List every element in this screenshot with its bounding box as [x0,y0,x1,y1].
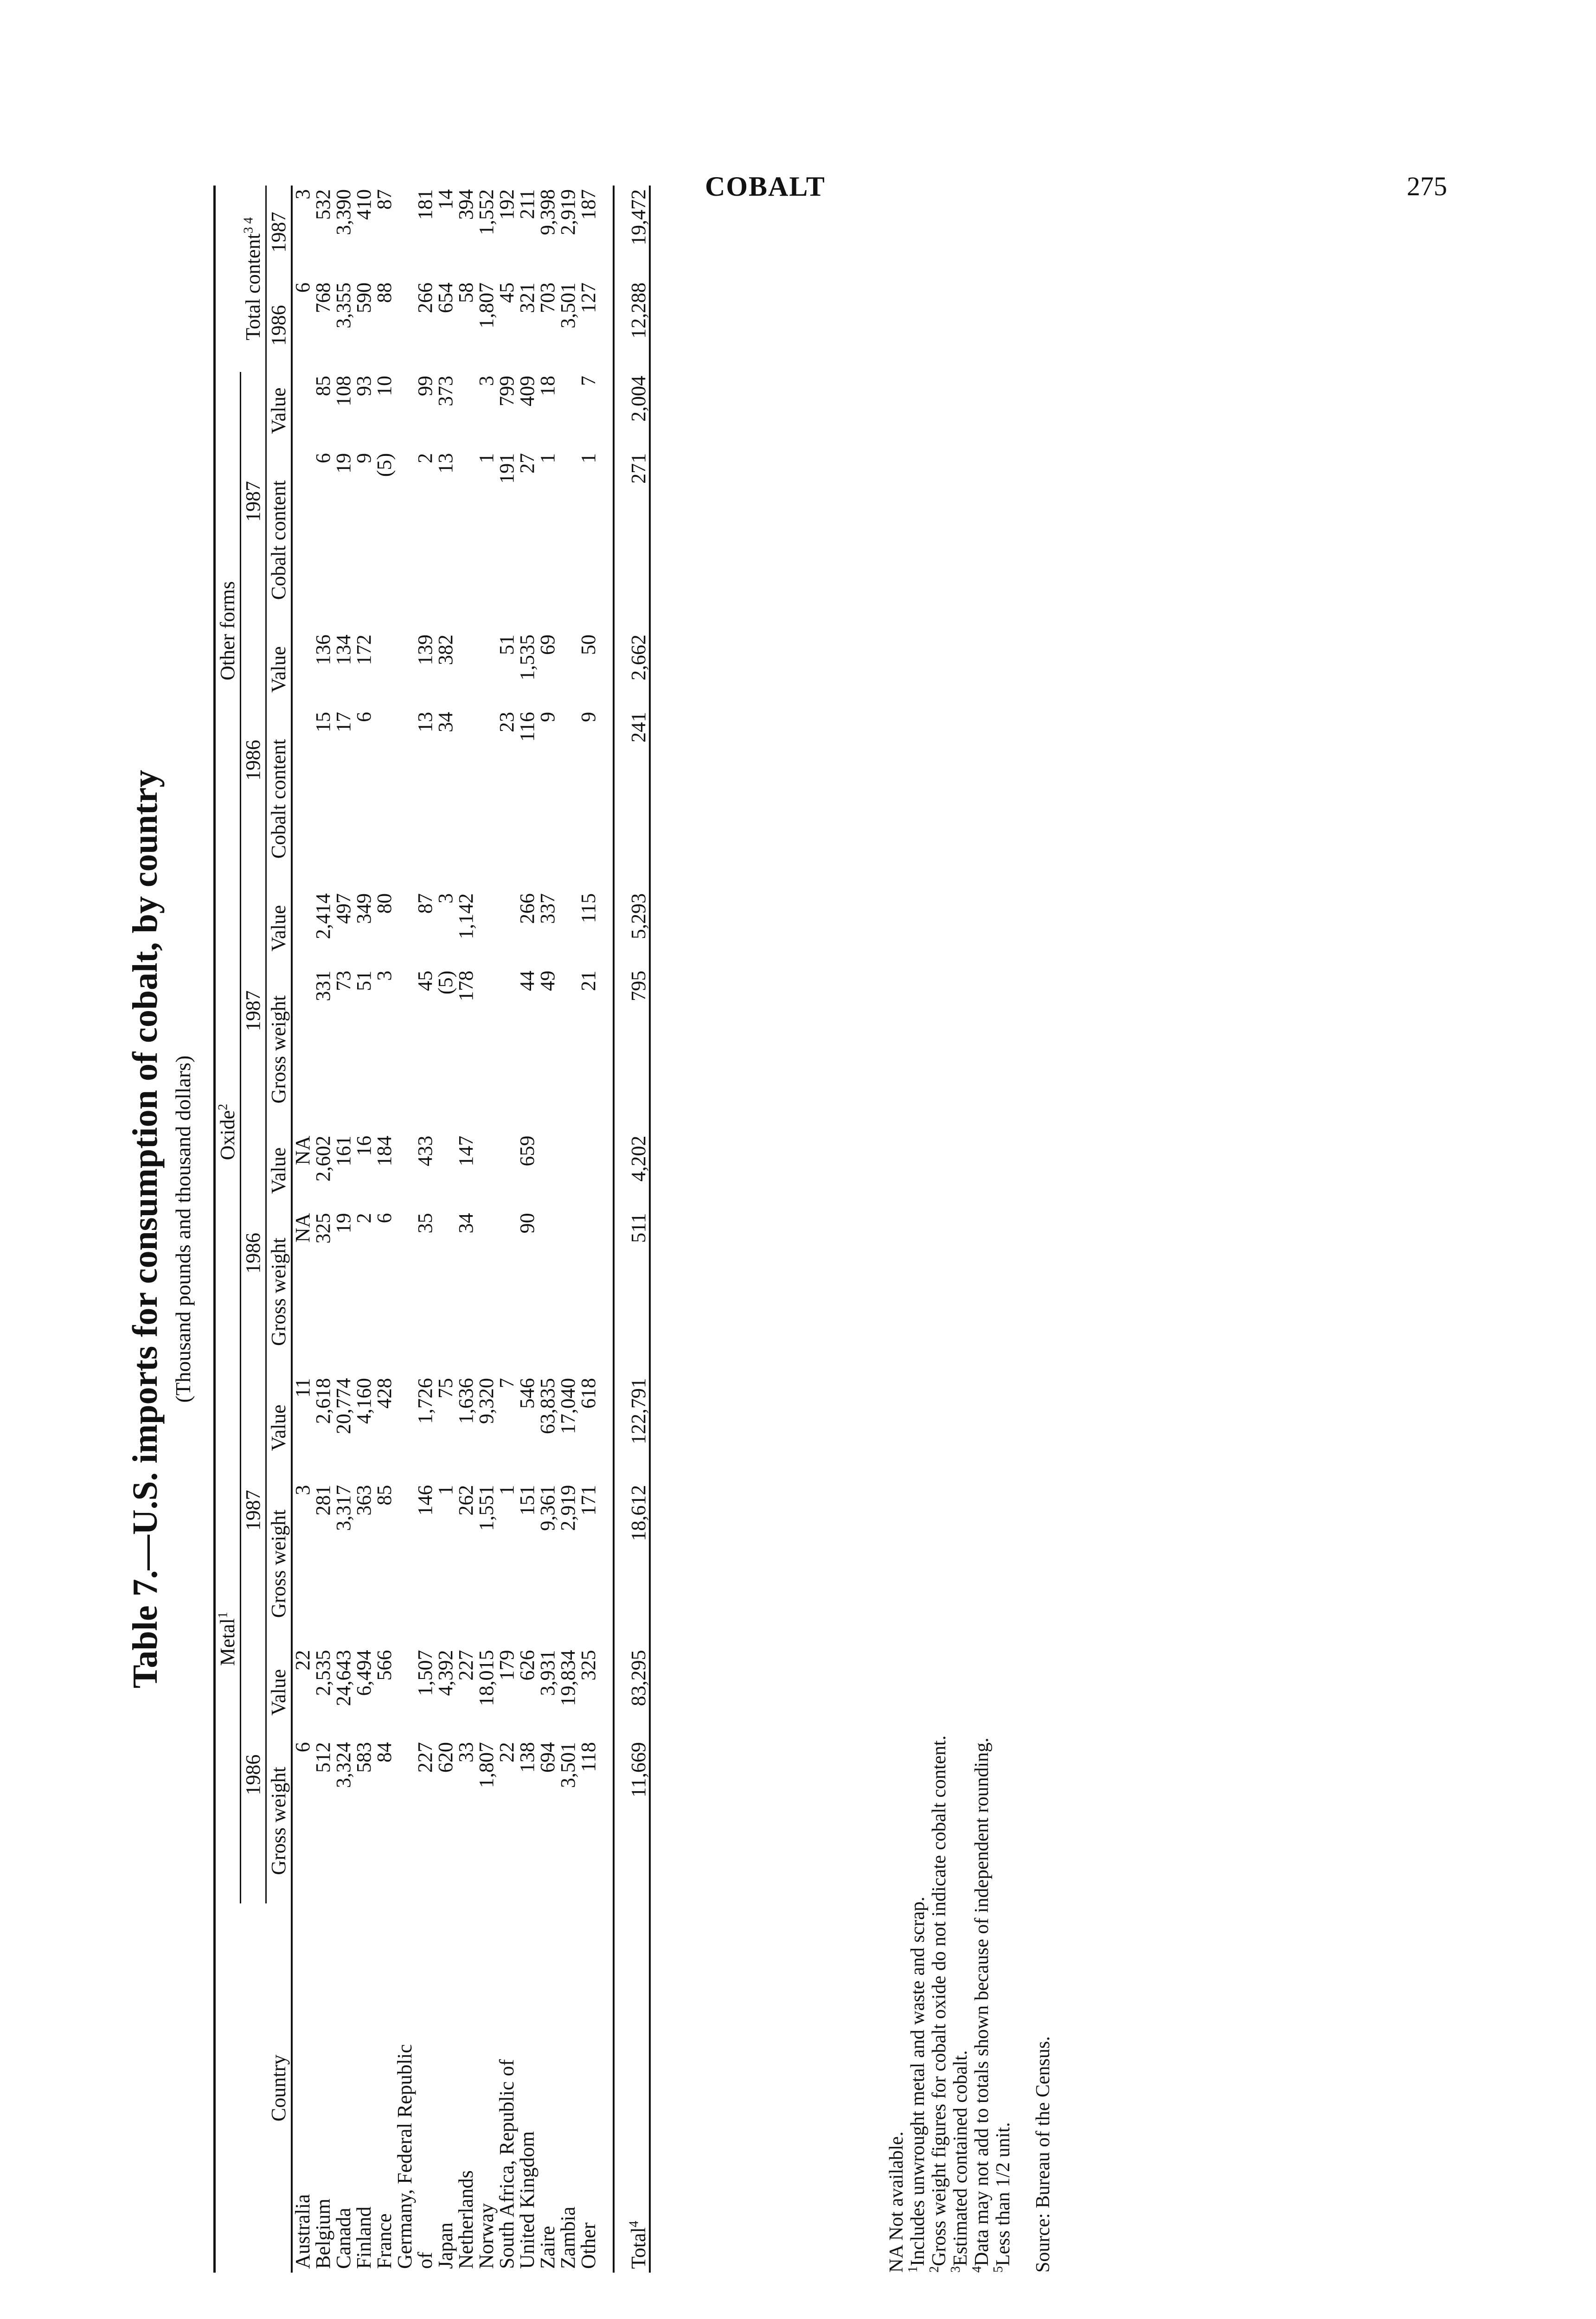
year-header: 1986 [241,1646,266,1903]
subcol-header: Cobalt content [267,739,290,859]
cobalt-imports-table [213,186,651,2273]
table-subtitle: (Thousand pounds and thousand dollars) [171,1055,195,1403]
year-header: 1987 [241,1374,266,1646]
table-row [558,186,578,2273]
total-row [614,186,650,2273]
subcol-header: Value [267,646,290,693]
value-cell: 115 [577,893,600,923]
value-cell: 2 [414,453,436,463]
value-cell [578,1209,599,1374]
value-cell: 87 [373,189,396,210]
value-cell: 266 [414,282,436,314]
country-cell: Belgium [312,2198,334,2269]
value-cell: 45 [414,970,436,991]
value-cell: 1 [577,453,600,463]
value-cell: 4,160 [353,1378,375,1424]
value-cell: 21 [577,970,600,991]
table-row [313,186,333,2273]
value-cell: 139 [414,634,436,666]
value-cell: 178 [455,970,477,1001]
value-cell: 83,295 [627,1650,650,1706]
value-cell: 18,612 [627,1485,650,1541]
value-cell: 2,414 [312,893,334,940]
year-header: 1986 [241,1132,266,1375]
value-cell: 15 [312,711,334,732]
value-cell [497,967,517,1132]
footnote: NA Not available. [886,2131,907,2273]
value-cell: 127 [577,282,600,314]
table-row [436,186,456,2273]
value-cell: 3,501 [557,282,579,329]
value-cell [497,890,517,967]
value-cell [395,449,415,631]
value-cell: 116 [516,711,538,742]
value-cell: 34 [455,1213,477,1234]
value-cell: 281 [312,1485,334,1516]
value-cell: 84 [373,1742,396,1763]
value-cell [558,372,578,449]
table-row [517,186,538,2273]
value-cell: 3 [291,1485,314,1495]
value-cell: 6 [353,711,375,722]
value-cell: 694 [536,1742,559,1773]
table-row [292,186,313,2273]
value-cell: 24,643 [332,1650,355,1706]
value-cell [456,449,476,631]
value-cell [395,372,415,449]
value-cell [395,186,415,279]
value-cell: 1 [495,1485,518,1495]
subcol-header: 1987 [267,211,290,253]
country-cell: Germany, Federal Republic [393,2044,416,2269]
value-cell [497,1132,517,1210]
value-cell [374,708,395,890]
country-header: Country [215,1903,292,2273]
value-cell: 325 [312,1213,334,1244]
value-cell [395,708,415,890]
value-cell: 1,807 [475,1742,498,1788]
page-title: COBALT [705,171,826,202]
value-cell: 2,919 [557,189,579,235]
value-cell: 147 [455,1135,477,1166]
value-cell: 138 [516,1742,538,1773]
subcol-header: Gross weight [267,1237,290,1346]
table-row [497,186,517,2273]
value-cell: 33 [455,1742,477,1763]
value-cell: 87 [414,893,436,914]
value-cell: 3,317 [332,1485,355,1531]
value-cell [578,1132,599,1210]
value-cell: 2,618 [312,1378,334,1424]
value-cell: 659 [516,1135,538,1166]
value-cell [456,708,476,890]
country-cell: Zaire [536,2226,559,2269]
value-cell [395,1209,415,1374]
value-cell: 1,535 [516,634,538,681]
country-cell: United Kingdom [516,2131,538,2269]
spacer-row [599,186,614,2273]
value-cell: 2,919 [557,1485,579,1531]
value-cell [292,372,313,449]
value-cell: 795 [627,970,650,1001]
value-cell: 22 [495,1742,518,1763]
country-cell: Zambia [557,2206,579,2269]
value-cell: 51 [353,970,375,991]
value-cell: 2,004 [627,376,650,422]
value-cell: 1,636 [455,1378,477,1424]
value-cell: 262 [455,1485,477,1516]
value-cell: 373 [434,376,457,407]
value-cell: 9,398 [536,189,559,235]
footnote: $^2$Gross weight figures for cobalt oxide do not indicate cobalt content. [927,1735,950,2273]
value-cell: 4,392 [434,1650,457,1696]
value-cell: 3,931 [536,1650,559,1696]
value-cell [292,449,313,631]
value-cell: 1,551 [475,1485,498,1531]
value-cell: 1 [434,1485,457,1495]
value-cell: 99 [414,376,436,397]
value-cell: 118 [577,1742,600,1772]
country-cell: Netherlands [455,2170,477,2269]
footnote: $^3$Estimated contained cobalt. [949,2050,971,2273]
value-cell [395,1646,415,1739]
value-cell: 19,834 [557,1650,579,1706]
value-cell: 497 [332,893,355,924]
subcol-header: Gross weight [267,1767,290,1875]
value-cell: 590 [353,282,375,314]
value-cell [538,1132,558,1210]
subcol-header: Value [267,1147,290,1194]
value-cell [558,1132,578,1210]
value-cell: 1,726 [414,1378,436,1424]
value-cell [558,967,578,1132]
value-cell: NA [291,1135,314,1166]
value-cell: 58 [455,282,477,303]
footnote: $^5$Less than 1/2 unit. [991,2122,1014,2273]
country-cell: Canada [332,2208,355,2269]
value-cell: 44 [516,970,538,991]
value-cell [395,1374,415,1481]
value-cell [558,631,578,708]
value-cell [395,1132,415,1210]
value-cell: 1 [475,453,498,463]
value-cell: 75 [434,1378,457,1399]
value-cell: 532 [312,189,334,220]
value-cell: 35 [414,1213,436,1234]
value-cell: 325 [577,1650,600,1681]
value-cell: 20,774 [332,1378,355,1435]
value-cell: 4,202 [627,1135,650,1182]
value-cell: 161 [332,1135,355,1166]
value-cell [395,967,415,1132]
subcol-header: Gross weight [267,995,290,1104]
value-cell: 7 [577,376,600,386]
value-cell: 2,535 [312,1650,334,1696]
value-cell: 12,288 [627,282,650,339]
footnote: $^4$Data may not add to totals shown because of independent rounding. [970,1737,993,2273]
value-cell: 93 [353,376,375,397]
value-cell: 6,494 [353,1650,375,1696]
value-cell: 192 [495,189,518,220]
value-cell: 171 [577,1485,600,1516]
table-row [354,186,374,2273]
value-cell: 799 [495,376,518,407]
value-cell: 18 [536,376,559,397]
value-cell: 73 [332,970,355,991]
value-cell: 3 [291,189,314,199]
value-cell [476,1209,497,1374]
value-cell: 6 [291,1742,314,1753]
value-cell: 626 [516,1650,538,1681]
country-cell: Australia [291,2194,314,2269]
value-cell [395,279,415,372]
value-cell: 410 [353,189,375,220]
value-cell: 9,320 [475,1378,498,1424]
value-cell [292,967,313,1132]
value-cell [476,967,497,1132]
value-cell: 184 [373,1135,396,1166]
value-cell: 331 [312,970,334,1001]
value-cell: 583 [353,1742,375,1773]
oxide-group-header: Oxide$^2$ [215,890,241,1374]
value-cell [558,890,578,967]
value-cell: 511 [627,1213,650,1243]
value-cell: 23 [495,711,518,732]
value-cell [292,631,313,708]
value-cell: 191 [495,453,518,484]
value-cell: 620 [434,1742,457,1773]
value-cell: 9 [353,453,375,463]
value-cell: 618 [577,1378,600,1409]
country-cell: Other [577,2222,600,2269]
value-cell: 227 [455,1650,477,1681]
value-cell: 69 [536,634,559,655]
footnote: $^1$Includes unwrought metal and waste and scrap. [906,1896,929,2273]
value-cell: 266 [516,893,538,924]
value-cell: 337 [536,893,559,924]
value-cell: 108 [332,376,355,407]
country-cell: Japan [434,2222,457,2269]
value-cell: 18,015 [475,1650,498,1706]
value-cell: 22 [291,1650,314,1671]
value-cell: 122,791 [627,1378,650,1445]
subcol-header: Cobalt content [267,480,290,600]
country-cell: Total$^4$ [627,2221,650,2269]
country-cell: Finland [353,2206,375,2269]
value-cell [538,1209,558,1374]
value-cell: NA [291,1213,314,1243]
value-cell: 3,355 [332,282,355,329]
value-cell: 10 [373,376,396,397]
value-cell [374,631,395,708]
subcol-header: 1986 [267,305,290,346]
table-row [476,186,497,2273]
value-cell: 394 [455,189,477,220]
value-cell [292,708,313,890]
value-cell: 49 [536,970,559,991]
value-cell: 1 [536,453,559,463]
value-cell: 2,662 [627,634,650,681]
value-cell: 88 [373,282,396,303]
value-cell: 3,324 [332,1742,355,1788]
table-row [374,186,395,2273]
table-body [292,186,650,2273]
rotated-table-block [125,186,1071,2273]
value-cell: 179 [495,1650,518,1681]
page-number: 275 [1407,171,1447,201]
value-cell: 136 [312,634,334,666]
value-cell [476,708,497,890]
value-cell: 63,835 [536,1378,559,1435]
value-cell: 349 [353,893,375,924]
value-cell: 151 [516,1485,538,1516]
value-cell: 227 [414,1742,436,1773]
value-cell: 19,472 [627,189,650,245]
value-cell: 3 [475,376,498,386]
value-cell [456,631,476,708]
value-cell: 271 [627,453,650,484]
value-cell [558,1209,578,1374]
value-cell: 9 [536,711,559,722]
value-cell: 9 [577,711,600,722]
value-cell [395,890,415,967]
value-cell: 1,142 [455,893,477,940]
value-cell: 181 [414,189,436,220]
table-row [578,186,599,2273]
value-cell: 2,602 [312,1135,334,1182]
value-cell: 211 [516,189,538,219]
value-cell: 172 [353,634,375,666]
total-content-group-header: Total content$^{3 4}$ [215,186,266,372]
value-cell: 3 [434,893,457,904]
year-header: 1986 [241,631,266,890]
value-cell [395,631,415,708]
subcol-header: Value [267,1669,290,1716]
value-cell [476,1132,497,1210]
value-cell: 16 [353,1135,375,1156]
value-cell: 241 [627,711,650,743]
year-header: 1987 [241,372,266,631]
value-cell: 9,361 [536,1485,559,1531]
value-cell: 134 [332,634,355,666]
value-cell: (5) [373,453,396,477]
subcol-header: Gross weight [267,1509,290,1618]
value-cell: 187 [577,189,600,220]
other-forms-group-header: Other forms [215,372,241,890]
value-cell [558,708,578,890]
table-row [538,186,558,2273]
value-cell: 13 [414,711,436,732]
value-cell: 14 [434,189,457,210]
value-cell: 321 [516,282,538,314]
value-cell: 13 [434,453,457,474]
value-cell [476,631,497,708]
value-cell: 17 [332,711,355,732]
value-cell: (5) [434,970,457,995]
metal-group-header: Metal$^1$ [215,1374,241,1903]
footnotes [886,186,1054,2273]
value-cell [436,1132,456,1210]
value-cell: 768 [312,282,334,314]
value-cell: 11 [291,1378,314,1398]
table-row [456,186,476,2273]
value-cell: 566 [373,1650,396,1681]
value-cell: 428 [373,1378,396,1409]
value-cell [292,890,313,967]
value-cell: 6 [373,1213,396,1224]
value-cell: 382 [434,634,457,666]
value-cell [436,1209,456,1374]
value-cell: 1,507 [414,1650,436,1696]
country-cell: South Africa, Republic of [495,2059,518,2269]
value-cell: 3 [373,970,396,981]
value-cell: 654 [434,282,457,314]
value-cell: 546 [516,1378,538,1409]
value-cell: 433 [414,1135,436,1166]
value-cell: 5,293 [627,893,650,940]
country-cell: France [373,2213,396,2269]
subcol-header: Value [267,1404,290,1451]
table-title: Table 7.—U.S. imports for consumption of cobalt, by country [126,769,165,1689]
value-cell: 85 [373,1485,396,1505]
value-cell: 34 [434,711,457,732]
value-cell: 1,552 [475,189,498,235]
value-cell: 11,669 [627,1742,650,1798]
country-cell: of [414,2252,436,2269]
value-cell: 45 [495,282,518,303]
value-cell: 51 [495,634,518,655]
value-cell: 7 [495,1378,518,1389]
value-cell: 2 [353,1213,375,1224]
value-cell [395,1481,415,1646]
value-cell: 3,390 [332,189,355,235]
value-cell: 409 [516,376,538,407]
value-cell: 85 [312,376,334,397]
value-cell [476,890,497,967]
value-cell [558,449,578,631]
value-cell: 512 [312,1742,334,1773]
subcol-header: Value [267,905,290,952]
value-cell: 90 [516,1213,538,1234]
value-cell: 19 [332,1213,355,1234]
value-cell: 6 [291,282,314,293]
value-cell: 363 [353,1485,375,1516]
year-header: 1987 [241,890,266,1132]
source-note: Source: Bureau of the Census. [1032,2036,1054,2273]
table-row [415,186,436,2273]
table-row [333,186,354,2273]
table-row [395,186,415,2273]
value-cell: 19 [332,453,355,474]
value-cell: 703 [536,282,559,314]
country-cell: Norway [475,2203,498,2269]
subcol-header: Value [267,387,290,434]
value-cell [456,372,476,449]
value-cell: 6 [312,453,334,463]
value-cell: 50 [577,634,600,655]
value-cell [497,1209,517,1374]
value-cell: 27 [516,453,538,474]
value-cell: 1,807 [475,282,498,329]
value-cell: 146 [414,1485,436,1516]
value-cell [395,1738,415,1903]
value-cell: 3,501 [557,1742,579,1788]
value-cell: 17,040 [557,1378,579,1435]
value-cell: 80 [373,893,396,914]
